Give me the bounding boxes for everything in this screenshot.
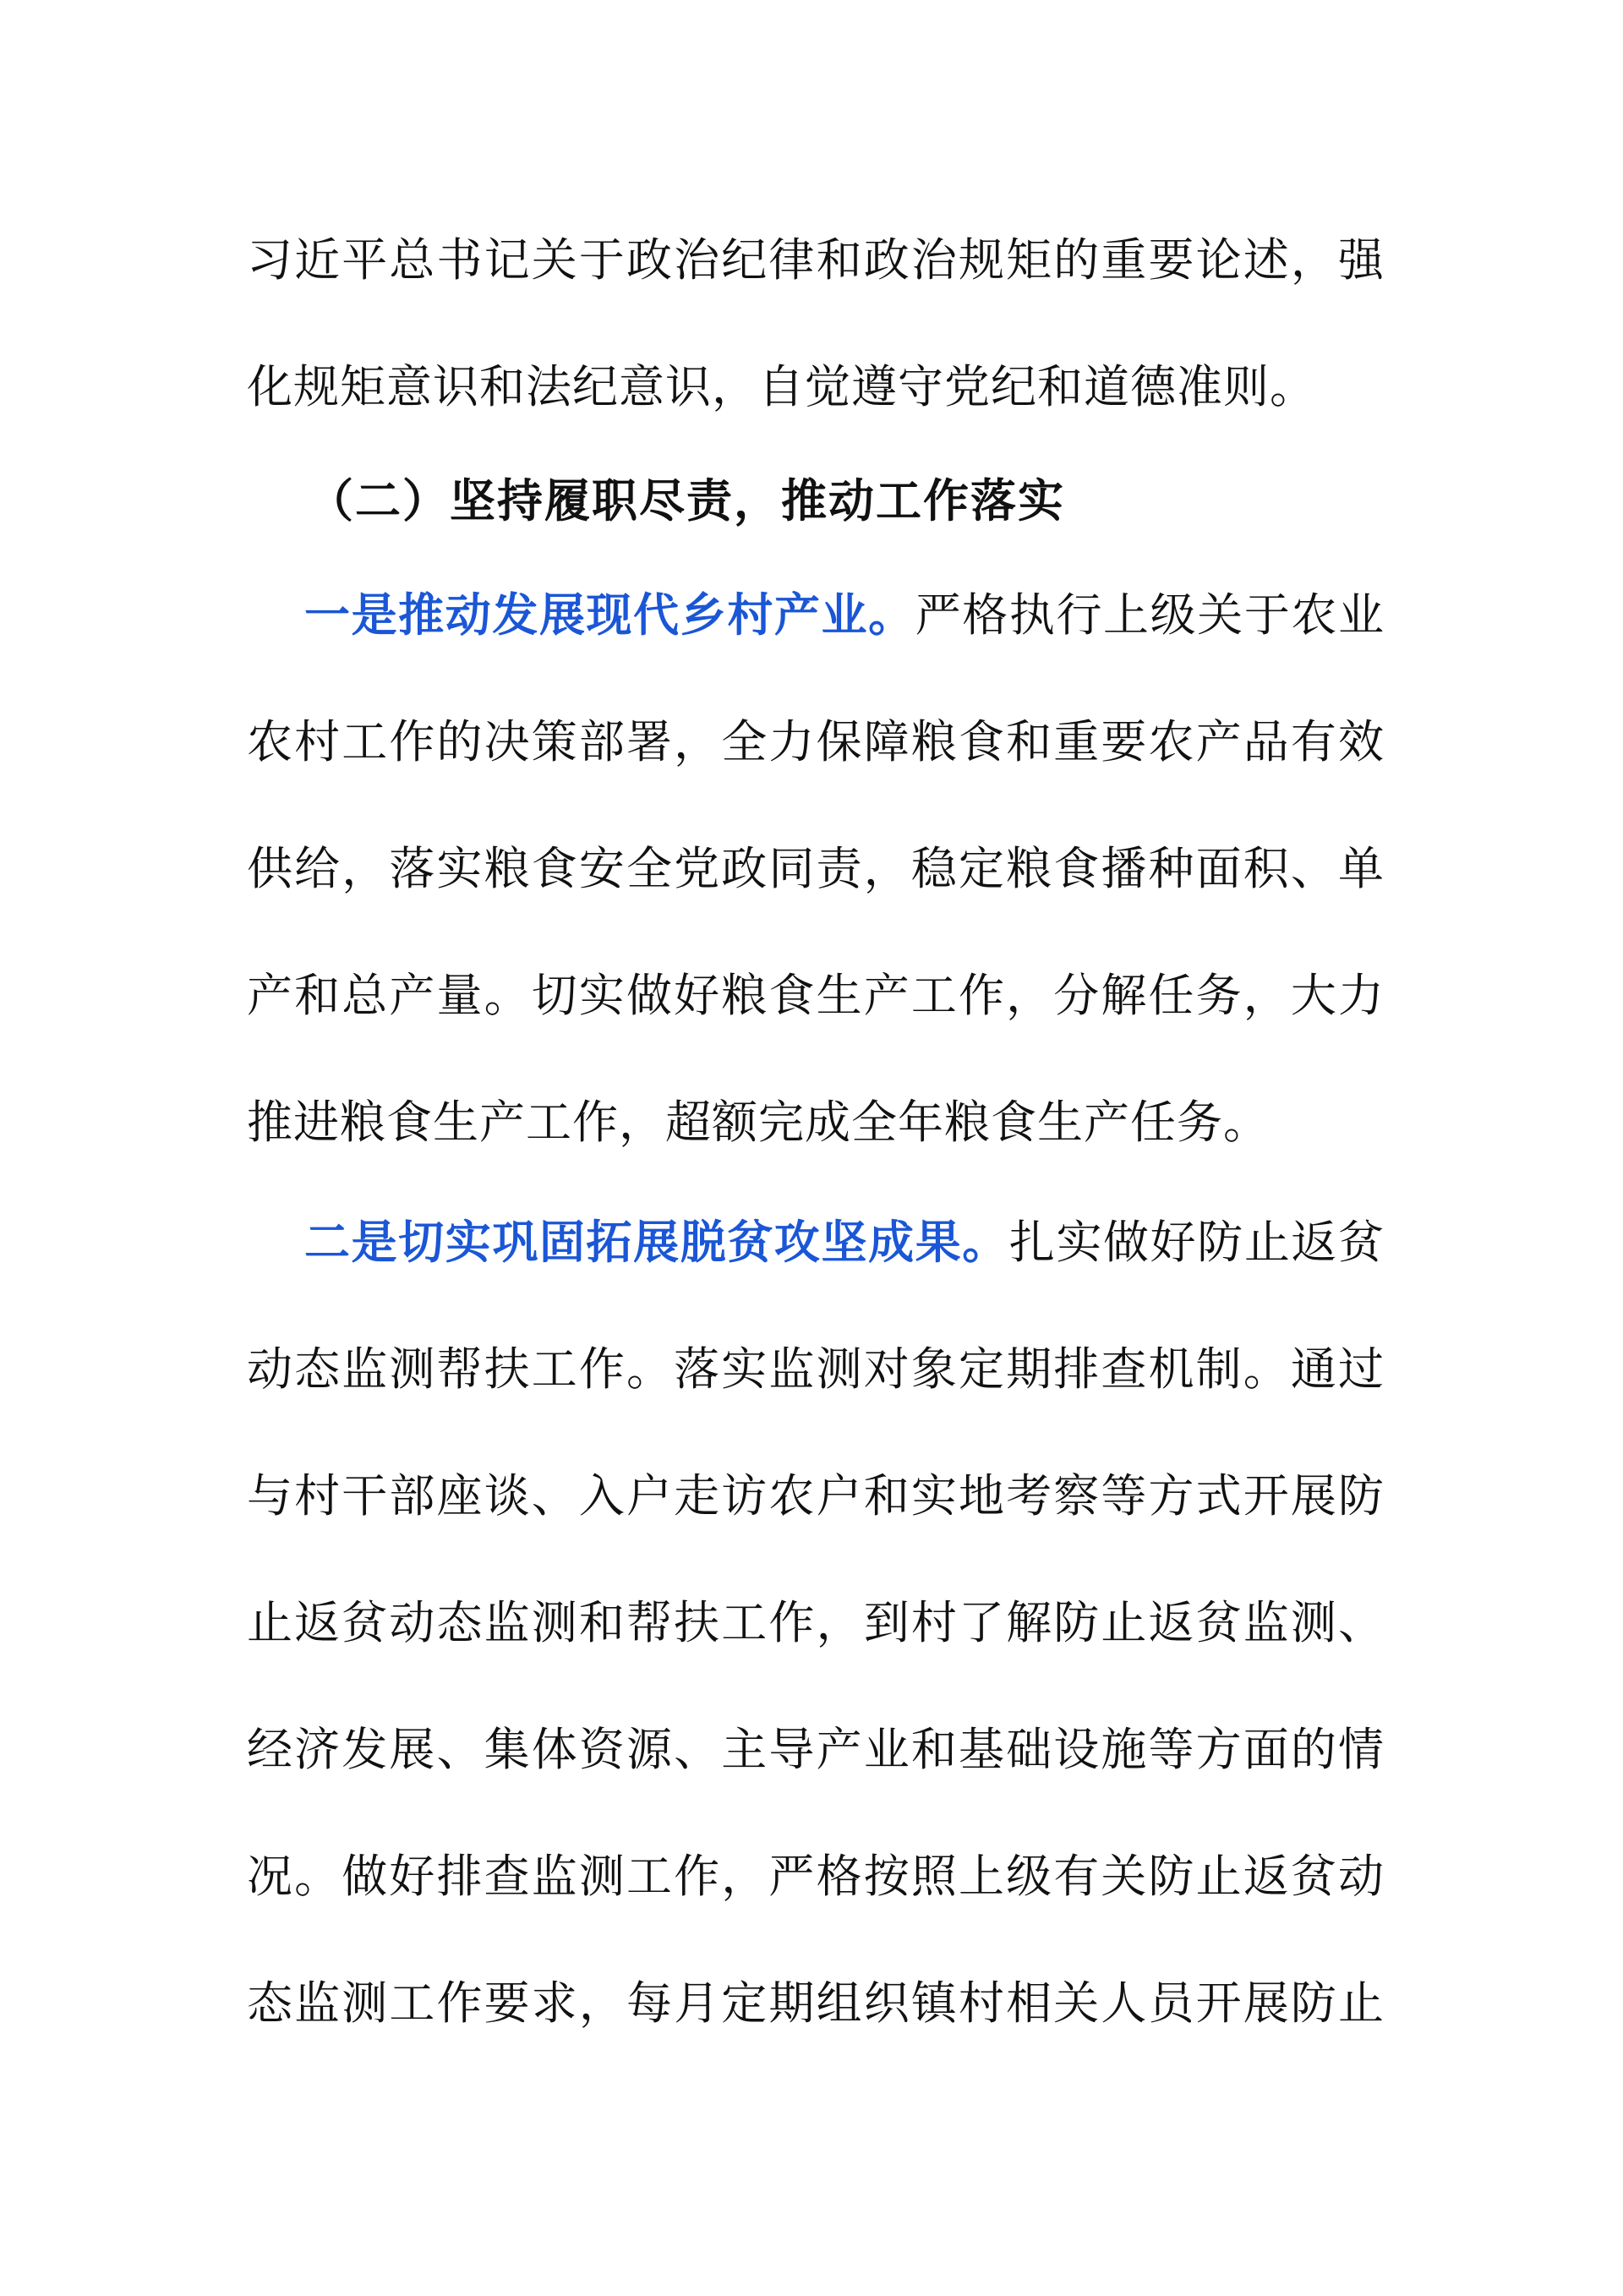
text-line: 经济发展、集体资源、主导产业和基础设施等方面的情 — [247, 1723, 1385, 1776]
text-line: 农村工作的决策部署，全力保障粮食和重要农产品有效 — [247, 715, 1385, 768]
paragraph-first-line — [304, 573, 1385, 658]
text-line: 动态监测帮扶工作。落实监测对象定期排查机制。通过 — [247, 1342, 1385, 1396]
text-line: 况。做好排查监测工作，严格按照上级有关防止返贫动 — [247, 1850, 1385, 1903]
text-line: 产和总产量。切实做好粮食生产工作，分解任务，大力 — [247, 969, 1385, 1022]
paragraph-first-line — [304, 1200, 1385, 1285]
text-line: 与村干部座谈、入户走访农户和实地考察等方式开展防 — [247, 1469, 1385, 1522]
text-line: 化规矩意识和法纪意识，自觉遵守党纪和道德准则。 — [247, 360, 1316, 413]
text-line: 供给，落实粮食安全党政同责，稳定粮食播种面积、单 — [247, 842, 1385, 895]
text-run: 严格执行上级关于农业 — [915, 588, 1385, 642]
text-run: 扎实做好防止返贫 — [1008, 1216, 1385, 1269]
text-line: 止返贫动态监测和帮扶工作，到村了解防止返贫监测、 — [247, 1596, 1385, 1649]
section-heading: （二）坚持履职尽责，推动工作落实 — [308, 474, 1065, 528]
highlight-phrase: 二是切实巩固拓展脱贫攻坚成果。 — [304, 1216, 1009, 1269]
text-line: 推进粮食生产工作，超额完成全年粮食生产任务。 — [247, 1096, 1270, 1149]
text-line: 习近平总书记关于政治纪律和政治规矩的重要论述，强 — [247, 233, 1385, 287]
text-line: 态监测工作要求，每月定期组织镇村相关人员开展防止 — [247, 1976, 1385, 2030]
highlight-phrase: 一是推动发展现代乡村产业。 — [304, 588, 915, 642]
